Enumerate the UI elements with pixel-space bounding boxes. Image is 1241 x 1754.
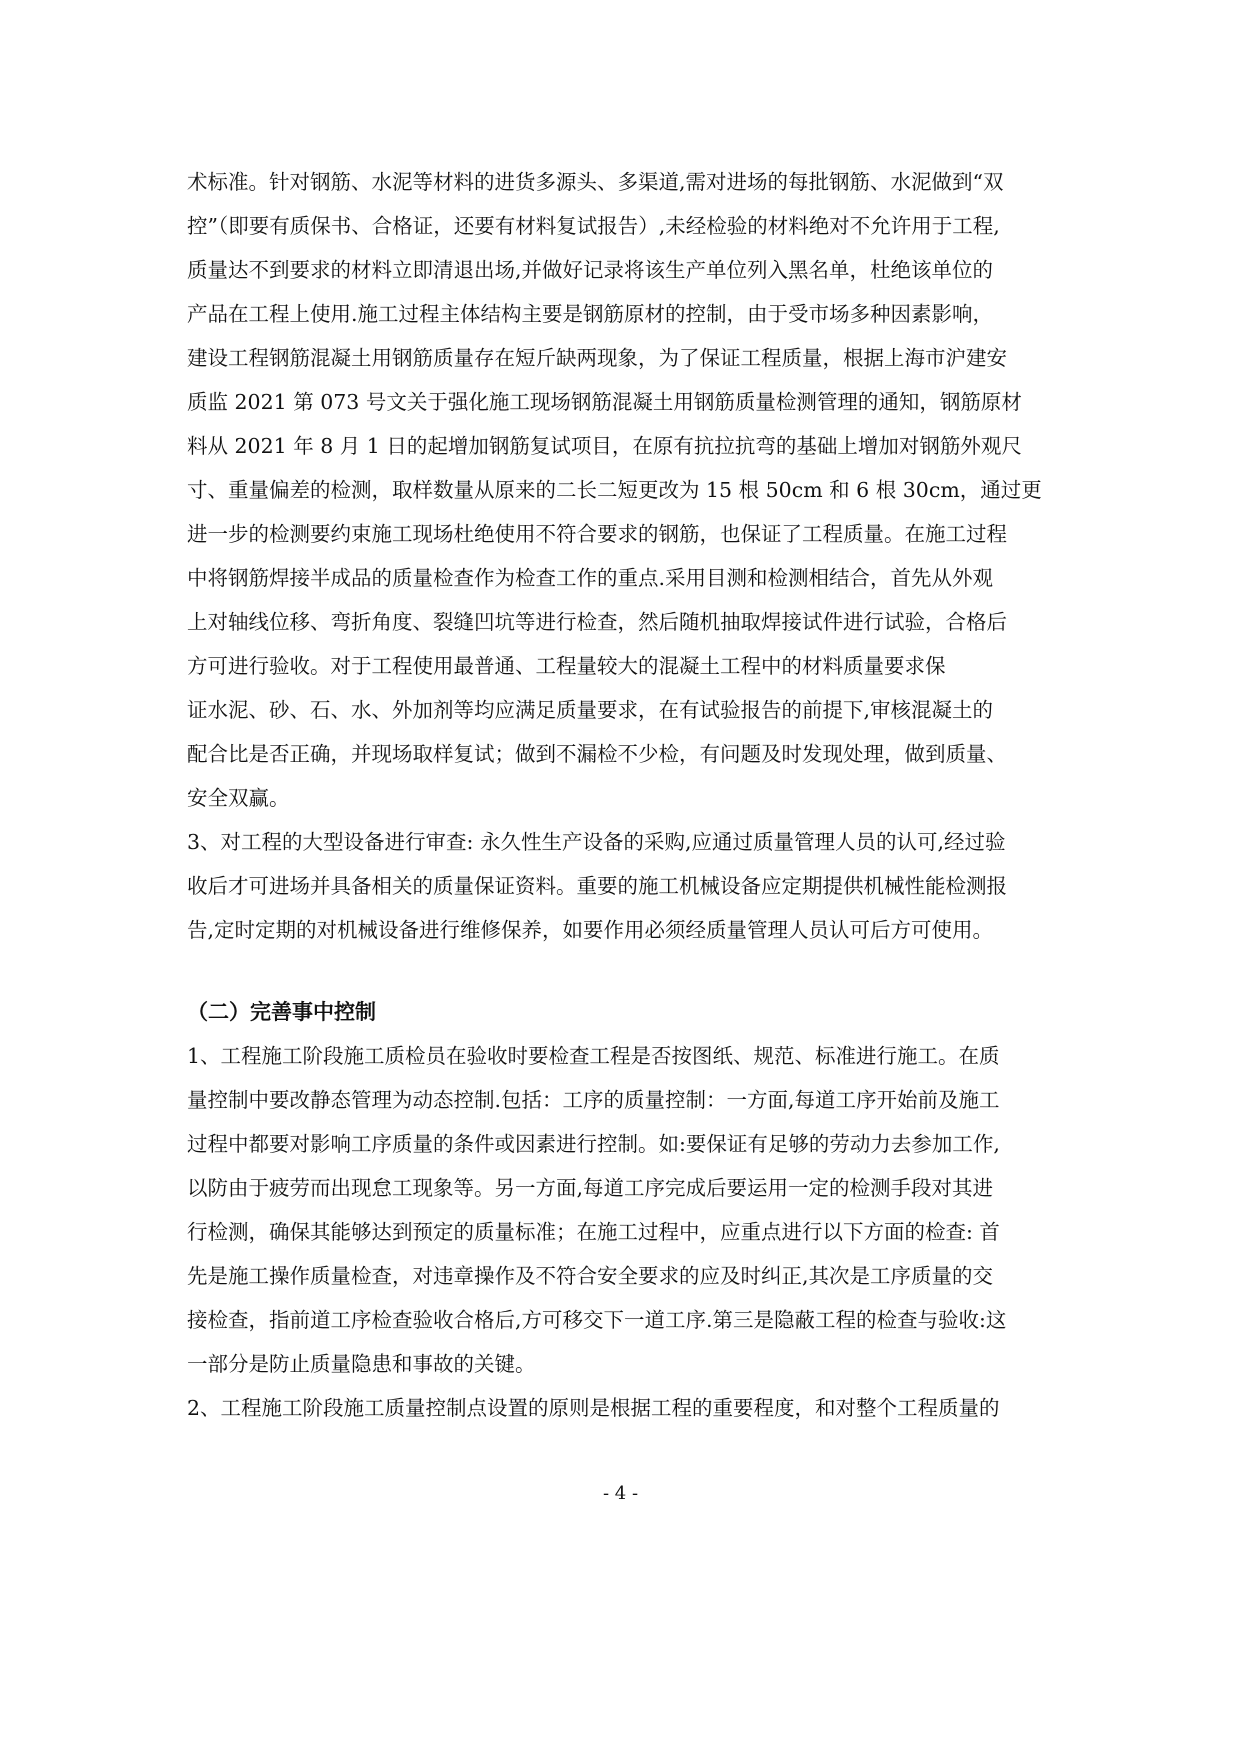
text-line: 中将钢筋焊接半成品的质量检查作为检查工作的重点.采用目测和检测相结合，首先从外观 [187,566,994,590]
text-line: 料从 2021 年 8 月 1 日的起增加钢筋复试项目，在原有抗拉抗弯的基础上增加对钢筋外观尺 [187,434,1022,458]
text-line: 3、对工程的大型设备进行审查: 永久性生产设备的采购,应通过质量管理人员的认可,经过验 [187,830,1006,854]
text-line: 告,定时定期的对机械设备进行维修保养，如要作用必须经质量管理人员认可后方可使用。 [187,918,994,942]
text-line: 术标准。针对钢筋、水泥等材料的进货多源头、多渠道,需对进场的每批钢筋、水泥做到“双 [187,170,1004,194]
text-line: 过程中都要对影响工序质量的条件或因素进行控制。如:要保证有足够的劳动力去参加工作, [187,1132,1000,1156]
text-line: 收后才可进场并具备相关的质量保证资料。重要的施工机械设备应定期提供机械性能检测报 [187,874,1007,898]
text-line: 安全双赢。 [187,786,290,810]
text-line: 质监 2021 第 073 号文关于强化施工现场钢筋混凝土用钢筋质量检测管理的通知，钢筋原材 [187,390,1022,414]
section-heading: （二）完善事中控制 [187,1000,376,1024]
text-line: 量控制中要改静态管理为动态控制.包括：工序的质量控制：一方面,每道工序开始前及施工 [187,1088,1000,1112]
text-line: 接检查，指前道工序检查验收合格后,方可移交下一道工序.第三是隐蔽工程的检查与验收:这 [187,1308,1007,1332]
text-line: 产品在工程上使用.施工过程主体结构主要是钢筋原材的控制，由于受市场多种因素影响， [187,302,994,326]
text-line: 行检测，确保其能够达到预定的质量标准；在施工过程中，应重点进行以下方面的检查: 首 [187,1220,1000,1244]
text-line: 控”（即要有质保书、合格证，还要有材料复试报告）,未经检验的材料绝对不允许用于工程, [187,214,1000,238]
text-line: 一部分是防止质量隐患和事故的关键。 [187,1352,536,1376]
text-line: 先是施工操作质量检查，对违章操作及不符合安全要求的应及时纠正,其次是工序质量的交 [187,1264,994,1288]
text-line: 质量达不到要求的材料立即清退出场,并做好记录将该生产单位列入黑名单，杜绝该单位的 [187,258,994,282]
text-line: 进一步的检测要约束施工现场杜绝使用不符合要求的钢筋，也保证了工程质量。在施工过程 [187,522,1007,546]
text-line: 方可进行验收。对于工程使用最普通、工程量较大的混凝土工程中的材料质量要求保 [187,654,946,678]
text-line: 建设工程钢筋混凝土用钢筋质量存在短斤缺两现象，为了保证工程质量，根据上海市沪建安 [187,346,1007,370]
page-number: - 4 - [602,1483,639,1504]
text-line: 寸、重量偏差的检测，取样数量从原来的二长二短更改为 15 根 50cm 和 6 根 30cm，通过更 [187,478,1042,502]
text-line: 1、工程施工阶段施工质检员在验收时要检查工程是否按图纸、规范、标准进行施工。在质 [187,1044,1000,1068]
text-line: 配合比是否正确，并现场取样复试；做到不漏检不少检，有问题及时发现处理，做到质量、 [187,742,1007,766]
text-line: 证水泥、砂、石、水、外加剂等均应满足质量要求，在有试验报告的前提下,审核混凝土的 [187,698,994,722]
text-line: 2、工程施工阶段施工质量控制点设置的原则是根据工程的重要程度，和对整个工程质量的 [187,1396,1000,1420]
text-line: 上对轴线位移、弯折角度、裂缝凹坑等进行检查，然后随机抽取焊接试件进行试验，合格后 [187,610,1007,634]
text-line: 以防由于疲劳而出现怠工现象等。另一方面,每道工序完成后要运用一定的检测手段对其进 [187,1176,994,1200]
